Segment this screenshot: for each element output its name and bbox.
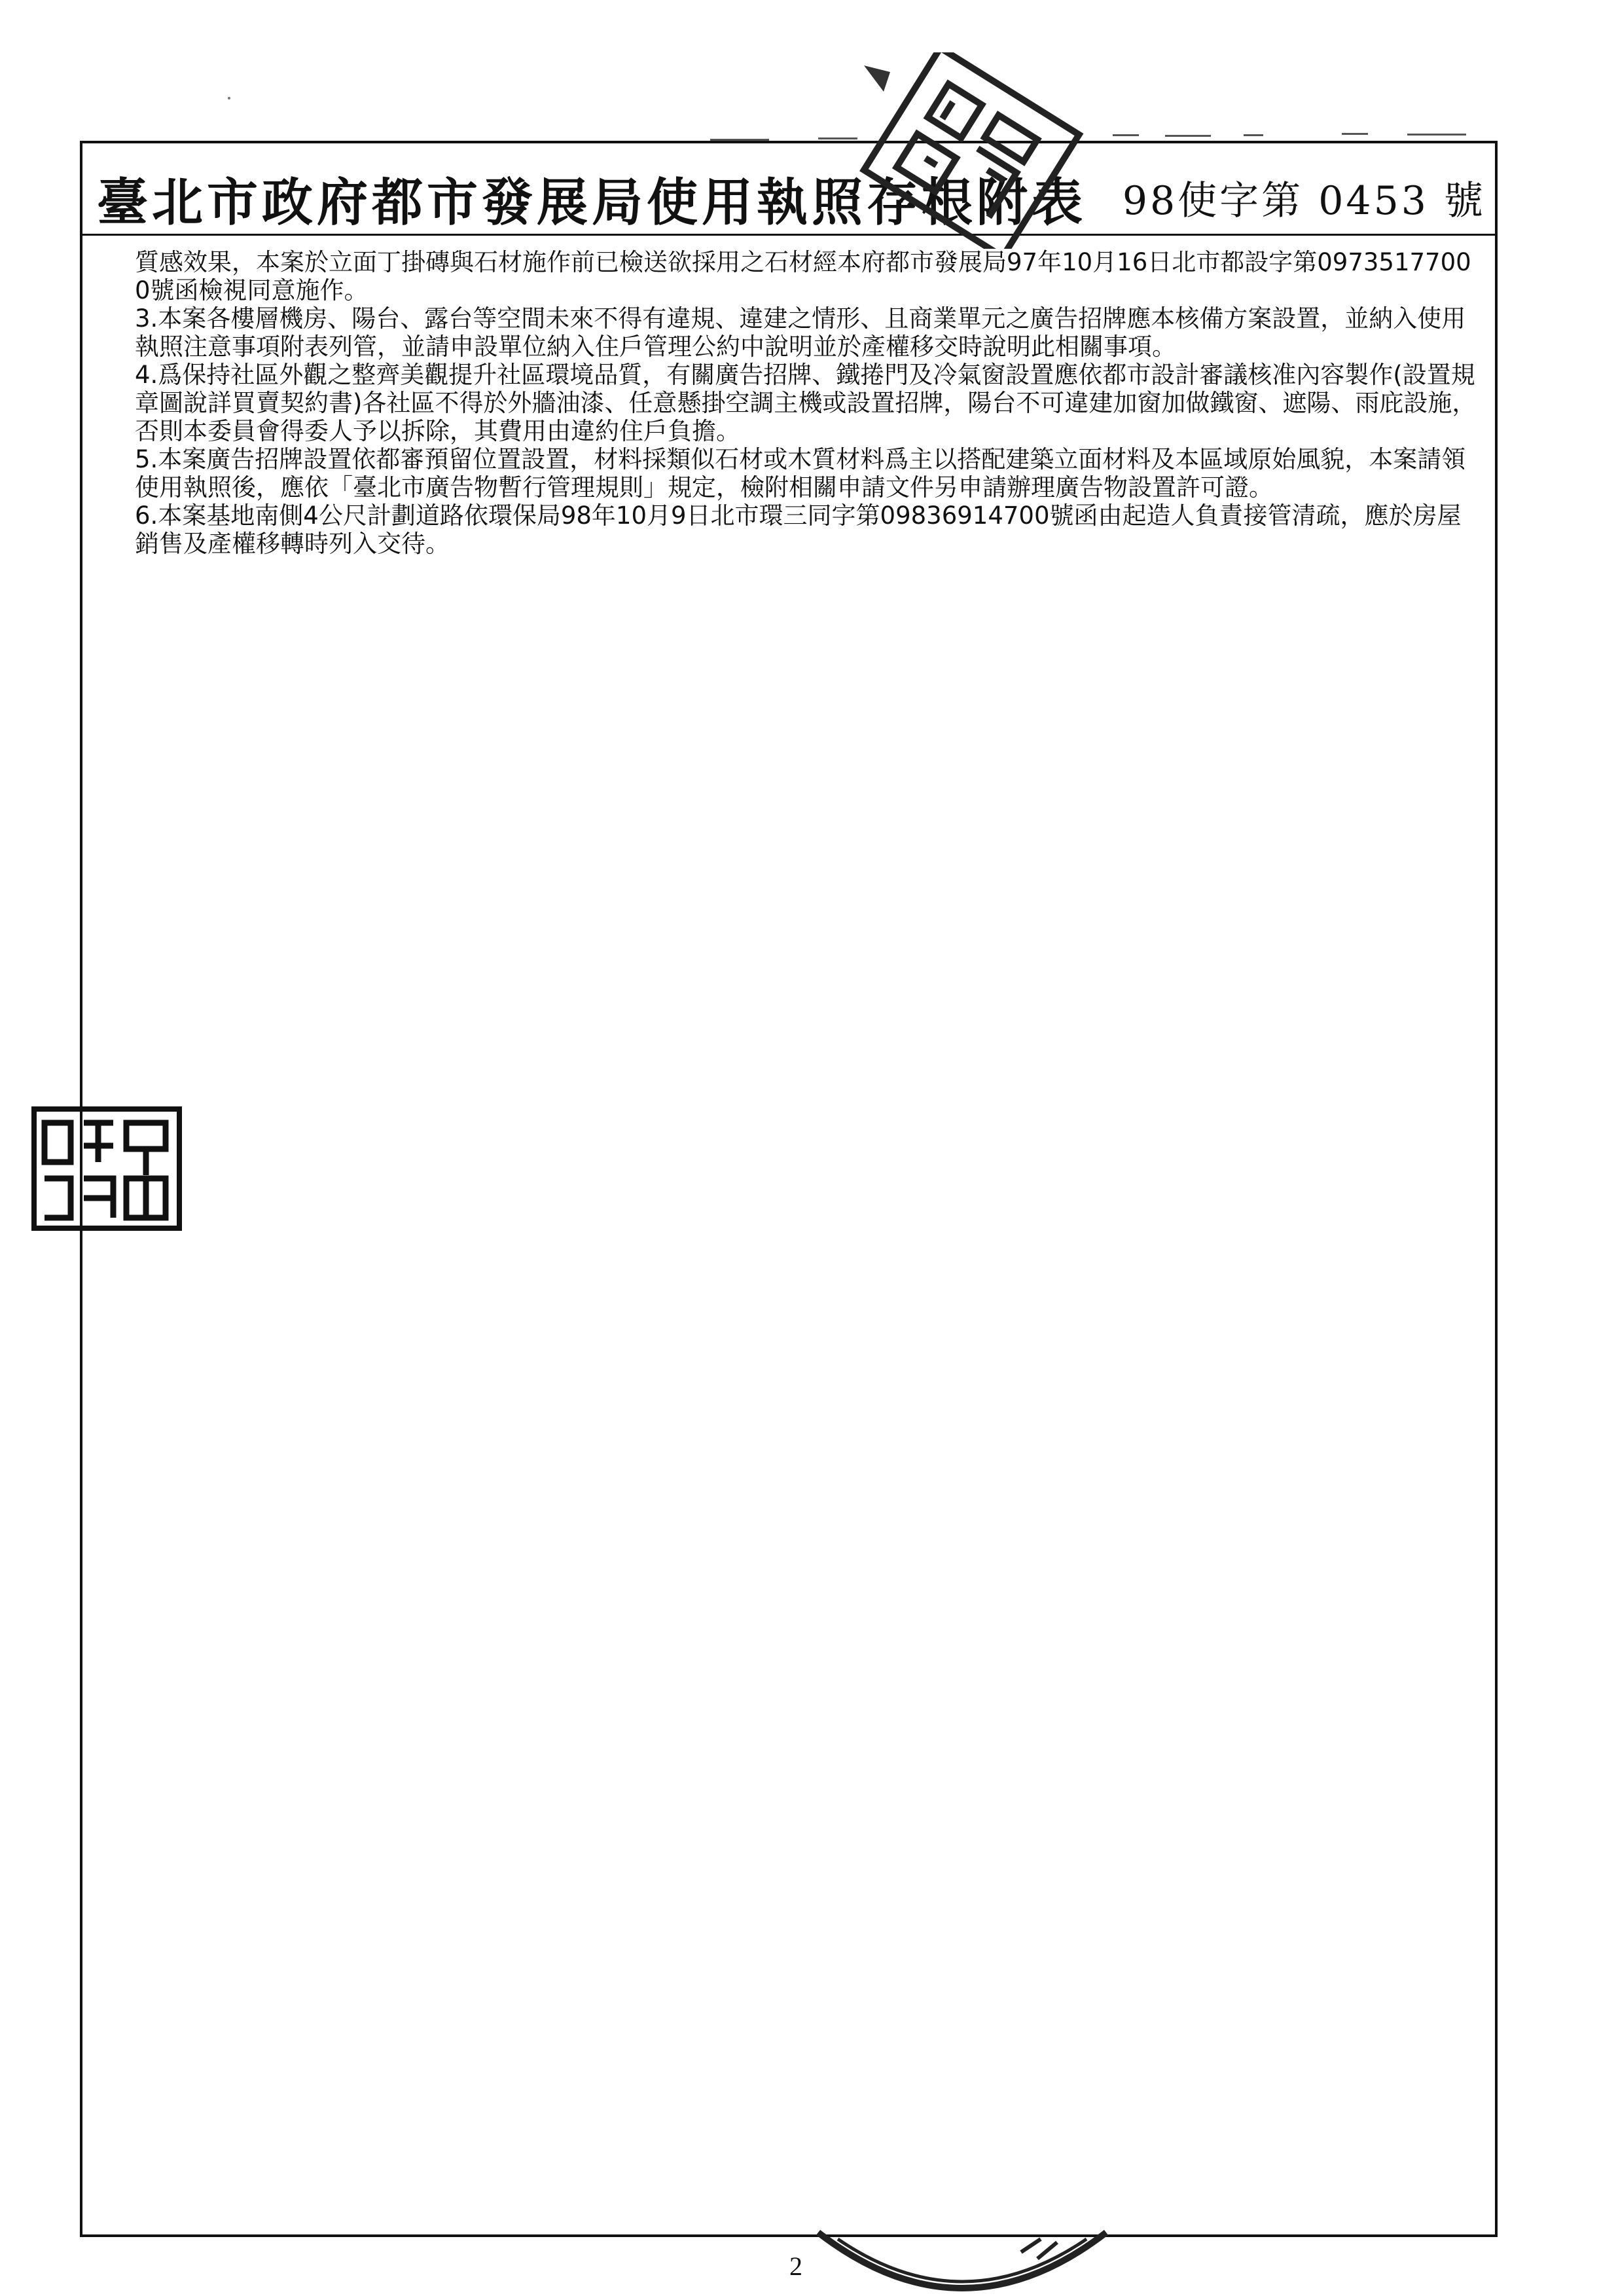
official-seal-stamp-left [31,1106,182,1231]
paragraph: 6.本案基地南側4公尺計劃道路依環保局98年10月9日北市環三同字第09836914700號函由起造人負責接管清疏，應於房屋銷售及產權移轉時列入交待。 [135,501,1462,558]
form-frame [80,141,1498,2237]
official-seal-stamp-top [844,52,1093,249]
header-divider [82,234,1495,236]
paragraph: 5.本案廣告招牌設置依都審預留位置設置，材料採類似石材或木質材料爲主以搭配建築立面材料及本區域原始風貌，本案請領使用執照後，應依「臺北市廣告物暫行管理規則」規定，檢附相關申請文件另申請辦理廣告物設置許可證。 [135,445,1466,501]
paragraph: 3.本案各樓層機房、陽台、露台等空間未來不得有違規、違建之情形、且商業單元之廣告招牌應本核備方案設置，並納入使用執照注意事項附表列管，並請申設單位納入住戶管理公約中說明並於產權移交時說明此相關事項。 [135,304,1466,361]
document-title: 臺北市政府都市發展局使用執照存根附表 [97,173,1087,232]
official-seal-stamp-bottom [812,2226,1113,2296]
permit-number: 98使字第 0453 號 [1122,178,1486,224]
paragraph: 4.爲保持社區外觀之整齊美觀提升社區環境品質，有關廣告招牌、鐵捲門及冷氣窗設置應依都市設計審議核准內容製作(設置規章圖說詳買賣契約書)各社區不得於外牆油漆、任意懸掛空調主機或設置招牌，陽台不可違建加窗加做鐵窗、遮陽、雨庇設施，否則本委員會得委人予以拆除，其費用由違約住戶負擔。 [135,361,1477,445]
page-number: 2 [789,2251,802,2281]
body-text [135,248,1483,558]
paragraph: 質感效果，本案於立面丁掛磚與石材施作前已檢送欲採用之石材經本府都市發展局97年10月16日北市都設字第09735177000號函檢視同意施作。 [135,248,1471,304]
